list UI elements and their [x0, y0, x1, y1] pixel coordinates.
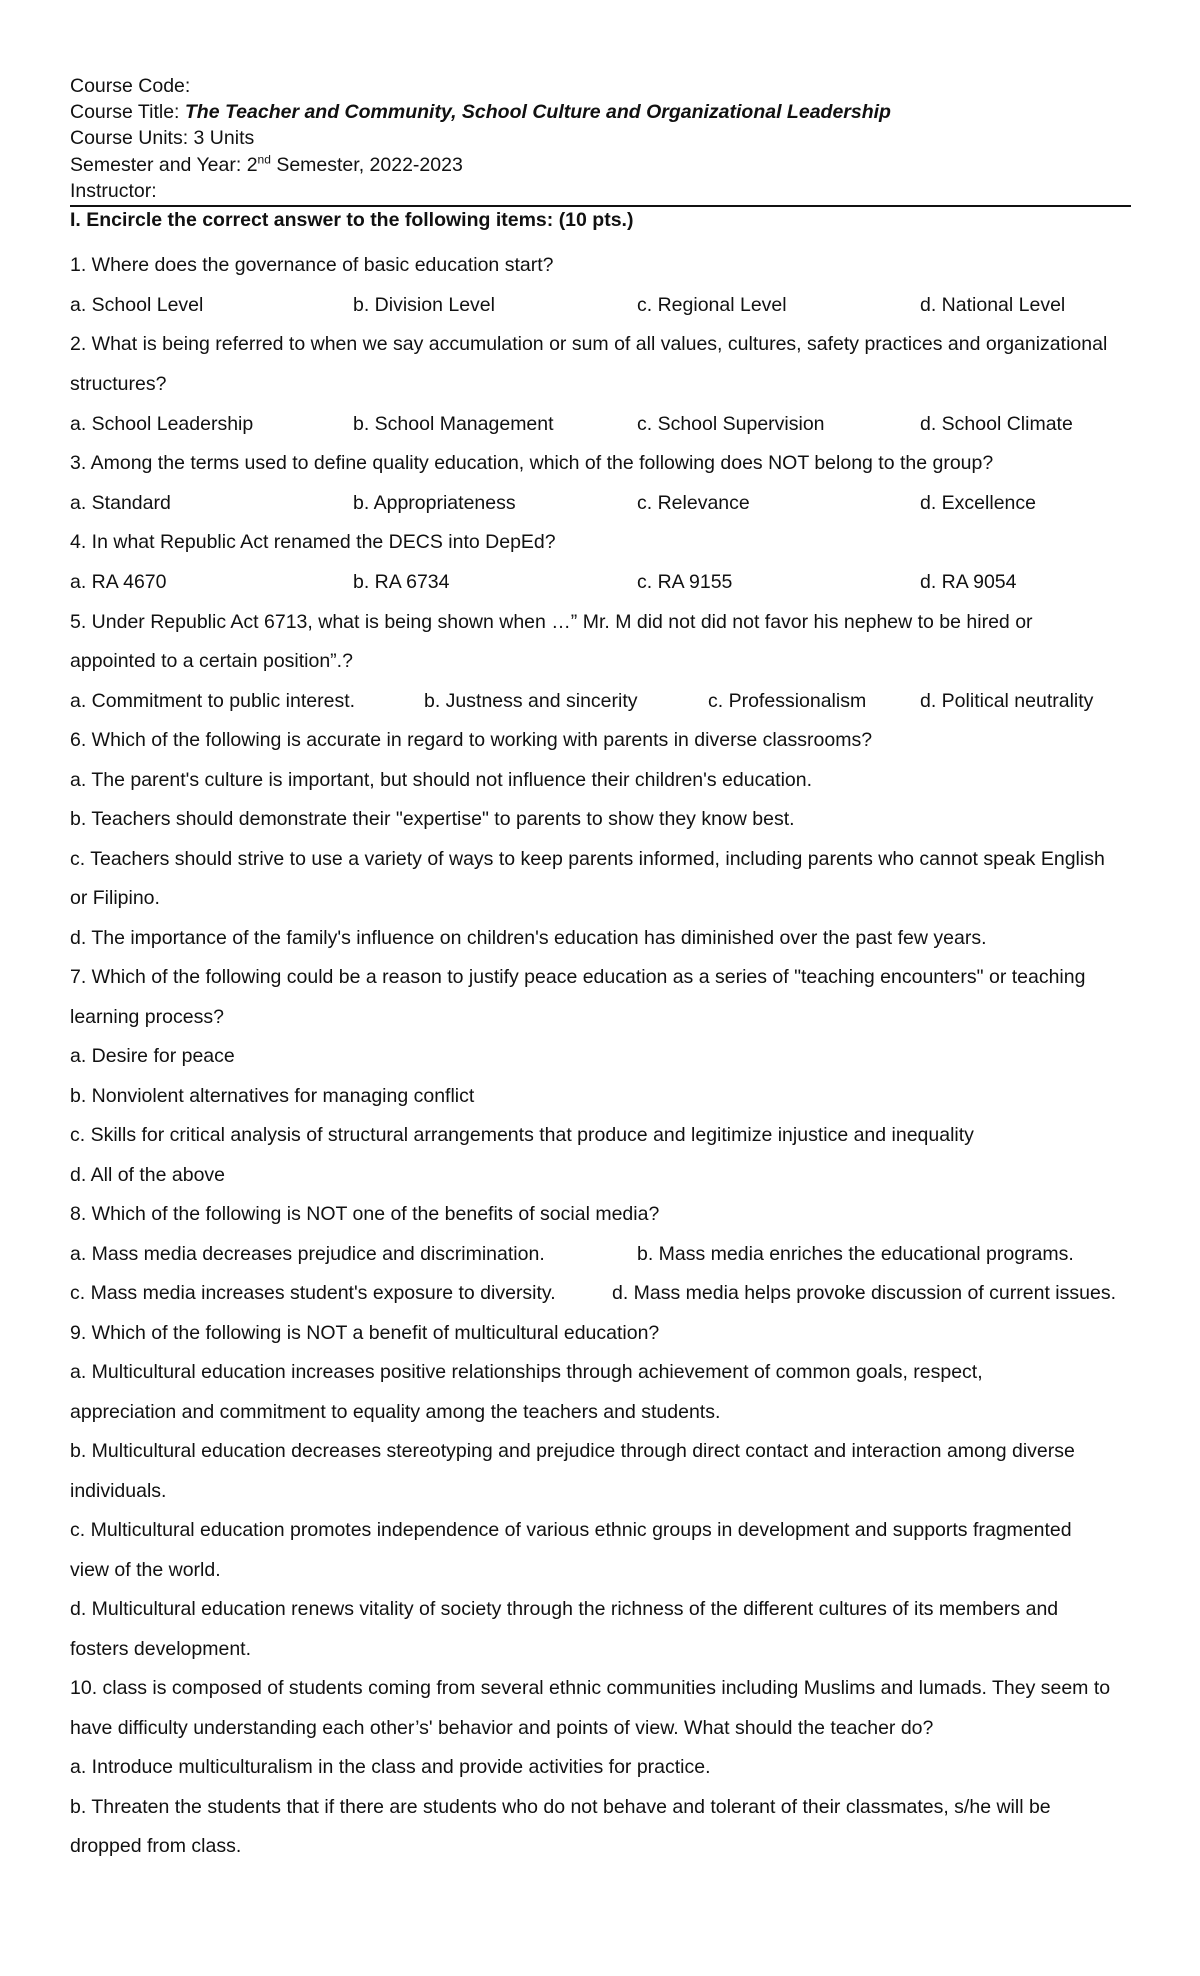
question-9-option-d-cont[interactable]: fosters development.: [70, 1638, 252, 1660]
question-4-option-c[interactable]: c. RA 9155: [637, 571, 733, 593]
course-title-value: The Teacher and Community, School Culture and Organizational Leadership: [184, 101, 891, 123]
question-6-option-a[interactable]: a. The parent's culture is important, but should not influence their children's education.: [70, 769, 813, 791]
semester-ordinal-sup: nd: [257, 152, 271, 167]
question-10-option-a[interactable]: a. Introduce multiculturalism in the class and provide activities for practice.: [70, 1756, 711, 1778]
semester-line: [70, 153, 463, 177]
question-10-stem-cont: have difficulty understanding each other’s' behavior and points of view. What should the teacher do?: [70, 1717, 934, 1739]
question-6-option-d[interactable]: d. The importance of the family's influence on children's education has diminished over the past few years.: [70, 927, 987, 949]
question-2-option-d[interactable]: d. School Climate: [920, 413, 1073, 435]
question-2-option-b[interactable]: b. School Management: [353, 413, 554, 435]
course-title-line: [70, 100, 891, 124]
question-2-option-c[interactable]: c. School Supervision: [637, 413, 825, 435]
question-9-option-b-cont[interactable]: individuals.: [70, 1480, 167, 1502]
question-9-stem: 9. Which of the following is NOT a benefit of multicultural education?: [70, 1322, 660, 1344]
question-2-stem: 2. What is being referred to when we say accumulation or sum of all values, cultures, safety practices and organizational: [70, 333, 1108, 355]
question-5-option-c[interactable]: c. Professionalism: [708, 690, 867, 712]
semester-prefix: Semester and Year: 2: [70, 154, 258, 176]
question-4-stem: 4. In what Republic Act renamed the DECS into DepEd?: [70, 531, 556, 553]
question-3-option-c[interactable]: c. Relevance: [637, 492, 750, 514]
question-5-option-d[interactable]: d. Political neutrality: [920, 690, 1094, 712]
question-1-stem: 1. Where does the governance of basic education start?: [70, 254, 554, 276]
question-3-option-b[interactable]: b. Appropriateness: [353, 492, 516, 514]
course-units: Course Units: 3 Units: [70, 127, 255, 149]
question-9-option-a-cont[interactable]: appreciation and commitment to equality among the teachers and students.: [70, 1401, 721, 1423]
section-title: I. Encircle the correct answer to the following items: (10 pts.): [70, 209, 634, 231]
question-4-option-b[interactable]: b. RA 6734: [353, 571, 450, 593]
question-5-stem: 5. Under Republic Act 6713, what is being shown when …” Mr. M did not did not favor his nephew to be hired or: [70, 611, 1033, 633]
course-code-label: Course Code:: [70, 75, 191, 97]
question-6-stem: 6. Which of the following is accurate in regard to working with parents in diverse classrooms?: [70, 729, 873, 751]
question-7-stem-cont: learning process?: [70, 1006, 224, 1028]
question-8-stem: 8. Which of the following is NOT one of the benefits of social media?: [70, 1203, 660, 1225]
question-3-option-d[interactable]: d. Excellence: [920, 492, 1036, 514]
question-5-stem-cont: appointed to a certain position”.?: [70, 650, 353, 672]
question-9-option-c-cont[interactable]: view of the world.: [70, 1559, 221, 1581]
question-3-option-a[interactable]: a. Standard: [70, 492, 171, 514]
question-3-stem: 3. Among the terms used to define quality education, which of the following does NOT belong to the group?: [70, 452, 994, 474]
question-8-option-a[interactable]: a. Mass media decreases prejudice and discrimination.: [70, 1243, 545, 1265]
question-8-option-b[interactable]: b. Mass media enriches the educational programs.: [637, 1243, 1074, 1265]
question-2-option-a[interactable]: a. School Leadership: [70, 413, 254, 435]
question-7-option-b[interactable]: b. Nonviolent alternatives for managing conflict: [70, 1085, 475, 1107]
question-1-option-d[interactable]: d. National Level: [920, 294, 1066, 316]
question-1-option-b[interactable]: b. Division Level: [353, 294, 495, 316]
question-9-option-d[interactable]: d. Multicultural education renews vitality of society through the richness of the different cultures of its members and: [70, 1598, 1059, 1620]
question-9-option-b[interactable]: b. Multicultural education decreases stereotyping and prejudice through direct contact and interaction among diverse: [70, 1440, 1075, 1462]
question-1-option-a[interactable]: a. School Level: [70, 294, 204, 316]
course-title-label: Course Title:: [70, 101, 185, 123]
question-4-option-d[interactable]: d. RA 9054: [920, 571, 1017, 593]
question-7-option-a[interactable]: a. Desire for peace: [70, 1045, 235, 1067]
question-10-stem: 10. class is composed of students coming from several ethnic communities including Muslims and lumads. They seem to: [70, 1677, 1111, 1699]
question-5-option-a[interactable]: a. Commitment to public interest.: [70, 690, 356, 712]
instructor-label: Instructor:: [70, 180, 157, 202]
semester-suffix: Semester, 2022-2023: [270, 154, 463, 176]
question-1-option-c[interactable]: c. Regional Level: [637, 294, 787, 316]
question-10-option-b[interactable]: b. Threaten the students that if there are students who do not behave and tolerant of their classmates, s/he will be: [70, 1796, 1051, 1818]
question-8-option-d[interactable]: d. Mass media helps provoke discussion of current issues.: [612, 1282, 1116, 1304]
question-10-option-b-cont[interactable]: dropped from class.: [70, 1835, 242, 1857]
question-7-stem: 7. Which of the following could be a reason to justify peace education as a series of "teaching encounters" or teaching: [70, 966, 1086, 988]
question-8-option-c[interactable]: c. Mass media increases student's exposure to diversity.: [70, 1282, 556, 1304]
question-6-option-c[interactable]: c. Teachers should strive to use a variety of ways to keep parents informed, including parents who cannot speak English: [70, 848, 1105, 870]
question-6-option-c-cont[interactable]: or Filipino.: [70, 887, 160, 909]
question-7-option-d[interactable]: d. All of the above: [70, 1164, 226, 1186]
question-5-option-b[interactable]: b. Justness and sincerity: [424, 690, 638, 712]
header-divider: [70, 205, 1131, 207]
question-4-option-a[interactable]: a. RA 4670: [70, 571, 167, 593]
question-7-option-c[interactable]: c. Skills for critical analysis of structural arrangements that produce and legitimize injustice and inequality: [70, 1124, 974, 1146]
question-2-stem-cont: structures?: [70, 373, 167, 395]
question-9-option-c[interactable]: c. Multicultural education promotes independence of various ethnic groups in development and supports fragmented: [70, 1519, 1072, 1541]
question-6-option-b[interactable]: b. Teachers should demonstrate their "expertise" to parents to show they know best.: [70, 808, 795, 830]
question-9-option-a[interactable]: a. Multicultural education increases positive relationships through achievement of common goals, respect,: [70, 1361, 983, 1383]
